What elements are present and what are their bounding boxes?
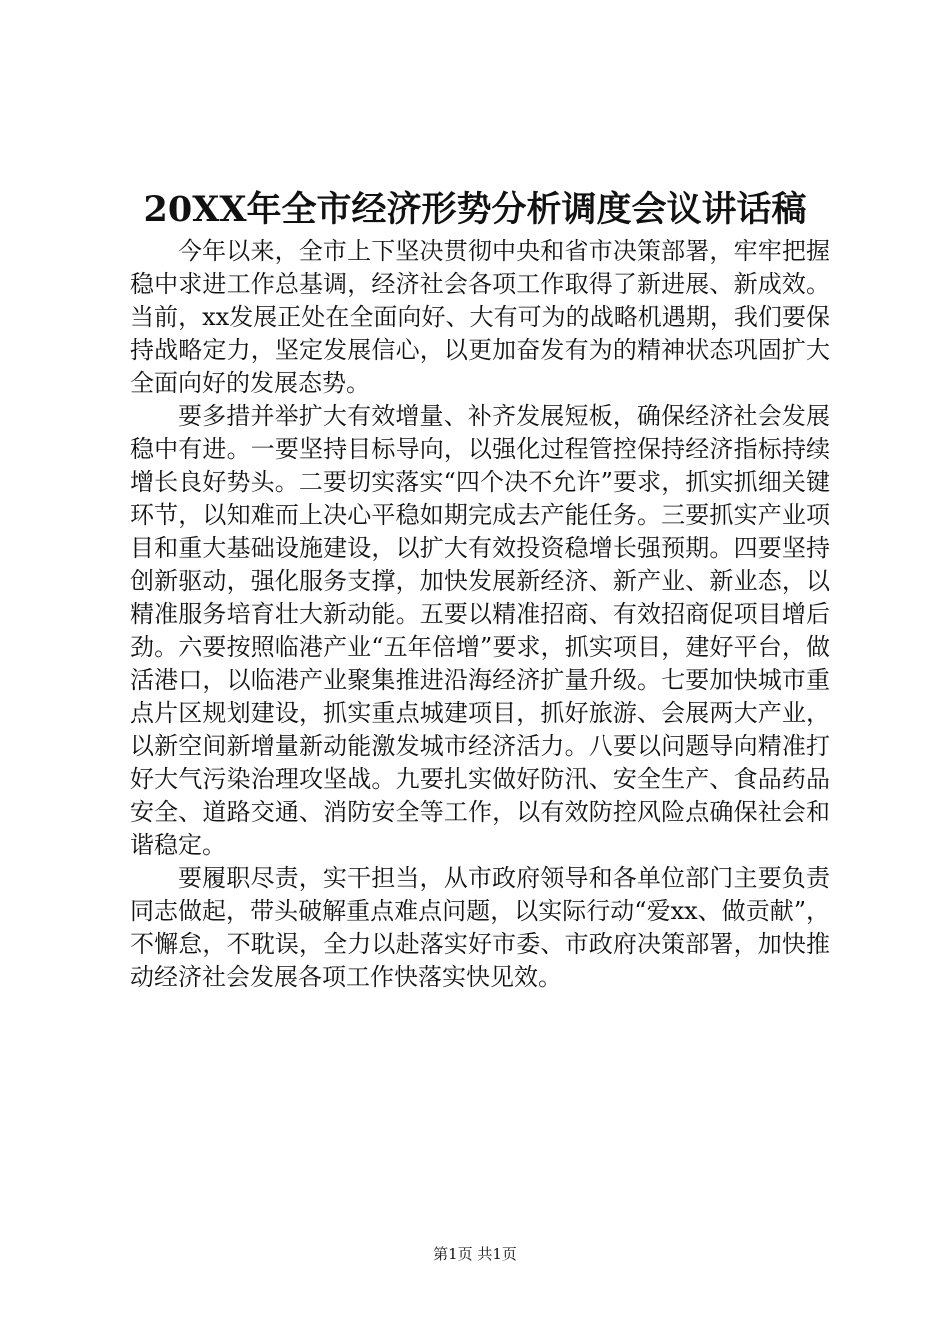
document-body [130,235,830,994]
paragraph-1: 今年以来，全市上下坚决贯彻中央和省市决策部署，牢牢把握稳中求进工作总基调，经济社会各项工作取得了新进展、新成效。当前，xx发展正处在全面向好、大有可为的战略机遇期，我们要保持战略定力，坚定发展信心，以更加奋发有为的精神状态巩固扩大全面向好的发展态势。 [130,237,830,397]
document-title: 20XX年全市经济形势分析调度会议讲话稿 [143,189,807,230]
paragraph-2: 要多措并举扩大有效增量、补齐发展短板，确保经济社会发展稳中有进。一要坚持目标导向，以强化过程管控保持经济指标持续增长良好势头。二要切实落实“四个决不允许”要求，抓实抓细关键环节，以知难而上决心平稳如期完成去产能任务。三要抓实产业项目和重大基础设施建设，以扩大有效投资稳增长强预期。四要坚持创新驱动，强化服务支撑，加快发展新经济、新产业、新业态，以精准服务培育壮大新动能。五要以精准招商、有效招商促项目增后劲。六要按照临港产业“五年倍增”要求，抓实项目，建好平台，做活港口，以临港产业聚集推进沿海经济扩量升级。七要加快城市重点片区规划建设，抓实重点城建项目，抓好旅游、会展两大产业，以新空间新增量新动能激发城市经济活力。八要以问题导向精准打好大气污染治理攻坚战。九要扎实做好防汛、安全生产、食品药品安全、道路交通、消防安全等工作，以有效防控风险点确保社会和谐稳定。 [130,402,830,859]
paragraph-3: 要履职尽责，实干担当，从市政府领导和各单位部门主要负责同志做起，带头破解重点难点问题，以实际行动“爱xx、做贡献”，不懈怠，不耽误，全力以赴落实好市委、市政府决策部署，加快推动经济社会发展各项工作快落实快见效。 [130,864,830,991]
page-number-footer: 第1页 共1页 [433,1245,517,1263]
